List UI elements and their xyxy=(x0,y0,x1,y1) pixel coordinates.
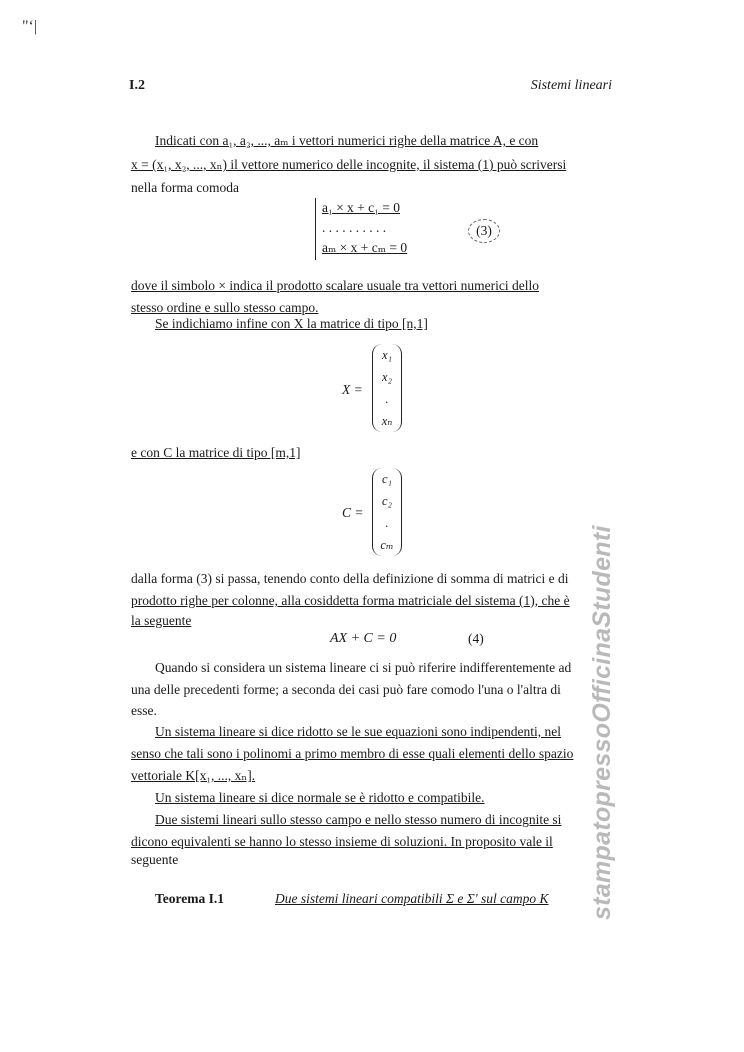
text-line: dove il simbolo × indica il prodotto scalare usuale tra vettori numerici dello xyxy=(131,278,540,293)
text-line: la seguente xyxy=(131,613,192,628)
matrix-x xyxy=(372,344,402,432)
text-line: e con C la matrice di tipo [m,1] xyxy=(131,445,301,460)
text-line: x = (x₁, x₂, ..., xₙ) il vettore numerico delle incognite, il sistema (1) può scriversi xyxy=(131,157,567,172)
matrix-entry: xₙ xyxy=(381,414,393,428)
matrix-entry: . xyxy=(385,516,389,530)
section-number: I.2 xyxy=(129,78,145,93)
matrix-entry: c₂ xyxy=(382,494,392,508)
system-last-row: aₘ × x + cₘ = 0 xyxy=(322,240,408,255)
running-title: Sistemi lineari xyxy=(530,78,612,93)
text-line: nella forma comoda xyxy=(131,180,239,195)
text-line: Se indichiamo infine con X la matrice di tipo [n,1] xyxy=(155,316,428,331)
matrix-entry: . xyxy=(385,392,389,406)
text-line: Un sistema lineare si dice normale se è ridotto e compatibile. xyxy=(155,790,485,805)
text-line: Un sistema lineare si dice ridotto se le sue equazioni sono indipendenti, nel xyxy=(155,724,562,739)
matrix-entry: c₁ xyxy=(382,472,392,486)
scan-corner-mark: "‘| xyxy=(22,18,38,35)
matrix-equation: AX + C = 0 xyxy=(330,631,397,646)
text-line: prodotto righe per colonne, alla cosiddetta forma matriciale del sistema (1), che è xyxy=(131,593,570,608)
text-line: vettoriale K[x₁, ..., xₙ]. xyxy=(131,768,256,783)
system-first-row: a₁ × x + c₁ = 0 xyxy=(322,200,400,215)
matrix-c xyxy=(372,468,402,556)
matrix-entry: x₁ xyxy=(382,348,392,362)
equation-number: (4) xyxy=(468,631,484,646)
matrix-x-label: X = xyxy=(342,382,363,397)
theorem-text: Due sistemi lineari compatibili Σ e Σ' sul campo K xyxy=(275,891,549,906)
text-line: esse. xyxy=(131,703,157,718)
text-line: dalla forma (3) si passa, tenendo conto della definizione di somma di matrici e di xyxy=(131,571,569,586)
equation-system xyxy=(315,198,432,260)
theorem-label: Teorema I.1 xyxy=(155,891,224,906)
matrix-entry: x₂ xyxy=(382,370,392,384)
text-line: dicono equivalenti se hanno lo stesso insieme di soluzioni. In proposito vale il xyxy=(131,834,553,849)
text-line: seguente xyxy=(131,852,179,867)
text-line: senso che tali sono i polinomi a primo membro di esse quali elementi dello spazio xyxy=(131,746,574,761)
text-line: Quando si considera un sistema lineare ci si può riferire indifferentemente ad xyxy=(155,660,572,675)
text-line: Indicati con a₁, a₂, ..., aₘ i vettori numerici righe della matrice A, e con xyxy=(155,133,539,148)
equation-number: (3) xyxy=(468,219,500,243)
text-line: una delle precedenti forme; a seconda dei casi può fare comodo l'una o l'altra di xyxy=(131,682,561,697)
text-line: stesso ordine e sullo stesso campo. xyxy=(131,300,319,315)
print-watermark: stampatopressoOfficinaStudenti xyxy=(588,525,616,920)
matrix-entry: cₘ xyxy=(380,538,394,552)
text-line: Due sistemi lineari sullo stesso campo e nello stesso numero di incognite si xyxy=(155,812,562,827)
system-dots: . . . . . . . . . . xyxy=(322,220,387,235)
matrix-c-label: C = xyxy=(342,505,364,520)
